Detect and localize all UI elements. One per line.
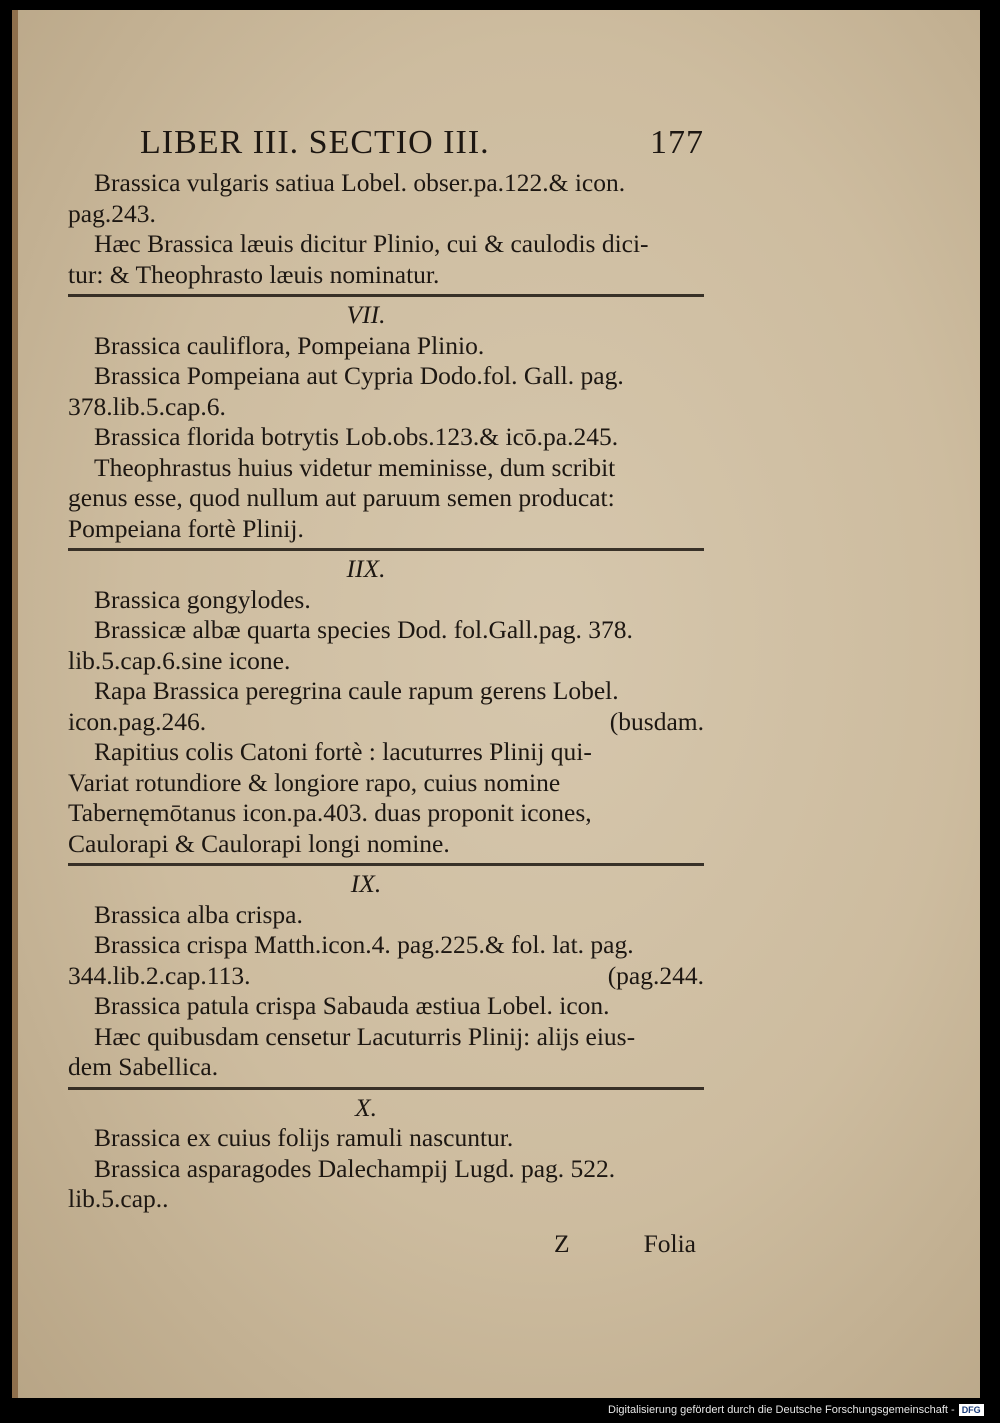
signature-mark: Z xyxy=(554,1228,570,1258)
section-divider xyxy=(68,863,704,866)
text-line: Brassica cauliflora, Pompeiana Plinio. xyxy=(94,330,485,360)
text-fragment: (busdam. xyxy=(609,706,704,736)
text-line: tur: & Theophrasto læuis nominatur. xyxy=(68,259,440,289)
text-line: pag.243. xyxy=(68,198,156,228)
running-header xyxy=(68,124,704,168)
running-head: LIBER III. SECTIO III. xyxy=(140,124,490,161)
text-line: Rapitius colis Catoni fortè : lacuturres Plinij qui- xyxy=(94,737,592,766)
text-fragment: (pag.244. xyxy=(607,960,704,990)
text-fragment: 344.lib.2.cap.113. xyxy=(68,960,251,990)
text-line: Hæc Brassica læuis dicitur Plinio, cui & caulodis dici- xyxy=(94,229,649,258)
section-number: X. xyxy=(355,1092,377,1122)
text-line: Hæc quibusdam censetur Lacuturris Plinij: alijs eius- xyxy=(94,1021,636,1051)
text-line: Variat rotundiore & longiore rapo, cuius nomine xyxy=(68,767,561,797)
text-line: dem Sabellica. xyxy=(68,1052,219,1081)
page-foot xyxy=(68,1229,704,1260)
text-line xyxy=(68,961,704,992)
text-line: lib.5.cap.6.sine icone. xyxy=(68,645,291,675)
text-line: Brassica patula crispa Sabauda æstiua Lobel. icon. xyxy=(94,991,610,1020)
dfg-logo: DFG xyxy=(959,1404,984,1416)
page-number: 177 xyxy=(650,124,704,161)
section-divider xyxy=(68,294,704,297)
book-page xyxy=(12,10,980,1398)
text-line: Theophrastus huius videtur meminisse, dum scribit xyxy=(94,452,616,482)
text-line: Rapa Brassica peregrina caule rapum gerens Lobel. xyxy=(94,676,619,705)
text-line: Pompeiana fortè Plinij. xyxy=(68,513,304,543)
text-line: genus esse, quod nullum aut paruum semen producat: xyxy=(68,483,615,512)
credit-text: Digitalisierung gefördert durch die Deutsche Forschungsgemeinschaft - xyxy=(608,1404,955,1416)
text-column xyxy=(68,124,704,1259)
section-number: IX. xyxy=(350,869,382,898)
section-number: VII. xyxy=(346,300,386,329)
catchword: Folia xyxy=(643,1228,696,1258)
text-line: Brassica crispa Matth.icon.4. pag.225.& fol. lat. pag. xyxy=(94,930,634,959)
section-divider xyxy=(68,548,704,551)
text-line: Brassica ex cuius folijs ramuli nascuntur. xyxy=(94,1123,514,1152)
text-line: Brassica alba crispa. xyxy=(94,899,303,929)
section-number: IIX. xyxy=(346,554,386,583)
text-line: Caulorapi & Caulorapi longi nomine. xyxy=(68,828,450,858)
text-line: Tabernęmōtanus icon.pa.403. duas proponit icones, xyxy=(68,798,592,827)
text-line: Brassica Pompeiana aut Cypria Dodo.fol. Gall. pag. xyxy=(94,361,624,390)
text-line: Brassica florida botrytis Lob.obs.123.& icō.pa.245. xyxy=(94,422,619,451)
text-line: Brassica vulgaris satiua Lobel. obser.pa.122.& icon. xyxy=(94,168,626,197)
section-divider xyxy=(68,1087,704,1090)
text-line: Brassica asparagodes Dalechampij Lugd. pag. 522. xyxy=(94,1153,616,1183)
text-line: Brassica gongylodes. xyxy=(94,584,311,614)
text-line: Brassicæ albæ quarta species Dod. fol.Gall.pag. 378. xyxy=(94,615,633,644)
text-line: lib.5.cap.. xyxy=(68,1184,169,1213)
digitization-credit xyxy=(608,1404,984,1416)
text-line: 378.lib.5.cap.6. xyxy=(68,391,226,421)
text-line xyxy=(68,707,704,738)
text-fragment: icon.pag.246. xyxy=(68,706,207,736)
